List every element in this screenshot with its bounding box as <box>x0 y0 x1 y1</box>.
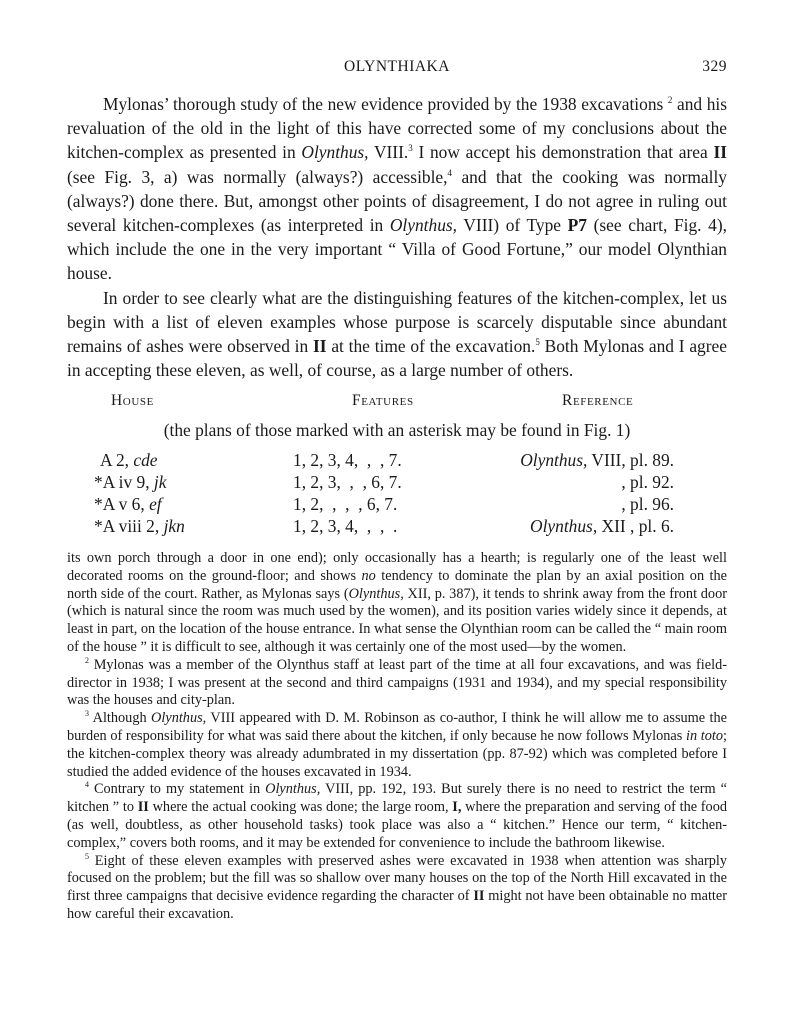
paragraph-2 <box>67 286 727 383</box>
italic-emphasis: no <box>361 567 376 584</box>
text-run: Contrary to my statement in <box>89 781 266 798</box>
running-title: OLYNTHIAKA <box>344 58 450 75</box>
footnote-ref-2: 2 <box>667 95 673 105</box>
text-run: (see Fig. 3, a) was normally (always?) accessible, <box>67 166 448 187</box>
italic-phrase: in toto <box>686 727 724 744</box>
ref-title: Olynthus, <box>520 450 588 470</box>
bold-area-label: II <box>473 888 485 905</box>
ref-plate: , pl. 96. <box>621 494 674 514</box>
italic-title: Olynthus, <box>151 710 207 727</box>
footnote-5 <box>67 853 727 924</box>
footnote-3 <box>67 710 727 781</box>
footnote-2 <box>67 657 727 710</box>
bold-area-label: II <box>313 336 327 357</box>
column-header-reference: Reference <box>562 392 634 409</box>
text-run: VIII. <box>368 142 409 163</box>
text-run: where the actual cooking was done; the large room, <box>148 799 453 816</box>
bold-area-label: II <box>137 799 149 816</box>
features-cell: 1, 2, , , , 6, 7. <box>293 494 398 514</box>
room-letters: cde <box>133 450 158 470</box>
italic-title: Olynthus, <box>348 585 404 602</box>
document-page <box>67 0 727 1024</box>
text-run: might not have been obtainable no matter how careful their excavation. <box>67 888 727 922</box>
footnote-mark: 2 <box>85 655 89 665</box>
running-header <box>67 58 727 80</box>
text-run: (see chart, Fig. 4), which include the one in the very important “ Villa of Good Fortune,” our model Olynthian house. <box>67 215 727 284</box>
table-note: (the plans of those marked with an asterisk may be found in Fig. 1) <box>163 420 631 440</box>
page-number: 329 <box>702 58 727 75</box>
text-run: VIII, pp. 192, 193. But surely there is no need to restrict the term “ kitchen ” to <box>67 781 727 816</box>
footnote-mark: 3 <box>85 709 89 719</box>
text-run: its own porch through a door in one end); only occasionally has a hearth; is regularly one of the least well decorated rooms on the ground-floor; and shows <box>67 550 727 584</box>
text-run: and his revaluation of the old in the light of this have corrected some of my conclusions about the kitchen-complex as presented in <box>67 94 727 163</box>
house-cell <box>94 472 166 493</box>
table-row <box>67 472 727 496</box>
table-row <box>67 494 727 518</box>
house-id: *A viii 2, <box>94 516 164 536</box>
text-run: tendency to dominate the plan by an axial position on the north side of the court. Rather, as Mylonas says ( <box>67 567 727 602</box>
text-run: I now accept his demonstration that area <box>412 142 714 163</box>
table-header <box>67 392 727 414</box>
ref-plate: VIII, pl. 89. <box>587 450 674 470</box>
text-run: Mylonas was a member of the Olynthus staff at least part of the time at all four excavations, and was field-director in 1938; I was present at the second and third campaigns (1931 and 1934), and my special responsibility was the houses and city-plan. <box>67 656 727 709</box>
main-text <box>67 92 727 382</box>
paragraph-1 <box>67 92 727 286</box>
column-header-house: House <box>111 392 154 409</box>
footnote-4 <box>67 781 727 852</box>
column-header-features: Features <box>352 392 414 409</box>
house-cell <box>94 516 185 537</box>
text-run: at the time of the excavation. <box>326 336 536 357</box>
footnotes <box>67 550 727 924</box>
text-run: Although <box>89 710 152 727</box>
text-run: VIII appeared with D. M. Robinson as co-author, I think he will allow me to assume the burden of responsibility for what was said there about the kitchen, if only because he now follows Mylonas <box>67 710 727 744</box>
footnote-ref-5: 5 <box>535 337 540 348</box>
ref-plate: XII , pl. 6. <box>597 516 674 536</box>
bold-type-label: P7 <box>567 215 587 236</box>
text-run: Both Mylonas and I agree in accepting these eleven, as well, of course, as a large number of others. <box>67 336 727 381</box>
text-run: XII, p. 387), it tends to shrink away from the front door (which is natural since the room was much used by the women), and its position varies widely since it depends, at least in part, on the location of the house entrance. In what sense the Olynthian room can be called the “ main room of the house ” it is difficult to see, although it was certainly one of the most used—by the women. <box>67 585 727 655</box>
room-letters: jkn <box>163 516 185 536</box>
ref-title: Olynthus, <box>530 516 598 536</box>
ref-plate: , pl. 92. <box>621 472 674 492</box>
reference-cell <box>487 450 674 471</box>
room-letters: ef <box>149 494 162 514</box>
italic-title: Olynthus, <box>265 781 321 798</box>
room-letters: jk <box>153 472 167 492</box>
bold-area-label: II <box>713 142 727 163</box>
table-row <box>67 450 727 474</box>
text-run: VIII) of Type <box>457 215 568 236</box>
text-run: ; the kitchen-complex theory was already adumbrated in my dissertation (pp. 87-92) which was completed before I studied the added evidence of the houses excavated in 1934. <box>67 727 728 780</box>
text-run: In order to see clearly what are the distinguishing features of the kitchen-complex, let us begin with a list of eleven examples whose purpose is scarcely disputable since abundant remains of ashes were observed in <box>67 287 727 357</box>
italic-title: Olynthus, <box>389 215 458 236</box>
house-id: *A iv 9, <box>94 472 154 492</box>
text-run: Eight of these eleven examples with preserved ashes were excavated in 1938 when attention was sharply focused on the problem; but the fill was so shallow over many houses on the top of the North Hill excavated in the first three campaigns that decisive evidence regarding the character of <box>67 852 727 905</box>
footnote-mark: 5 <box>85 851 89 861</box>
text-run: where the preparation and serving of the food (as well, doubtless, as other household tasks) took place was also a “ kitchen.” Hence our term, “ kitchen-complex,” covers both rooms, and it may be extended for convenience to include the bathroom likewise. <box>67 799 727 851</box>
house-cell <box>94 494 162 515</box>
house-id: A 2, <box>100 450 134 470</box>
house-id: *A v 6, <box>94 494 150 514</box>
italic-title: Olynthus, <box>301 142 369 163</box>
bold-area-label: I, <box>452 799 462 816</box>
reference-cell <box>487 516 674 537</box>
house-cell <box>100 450 157 471</box>
footnote-continuation <box>67 550 727 657</box>
footnote-ref-4: 4 <box>447 167 452 178</box>
reference-cell <box>487 472 674 493</box>
text-run: Mylonas’ thorough study of the new evidence provided by the 1938 excavations <box>103 94 668 114</box>
features-cell: 1, 2, 3, 4, , , . <box>293 516 398 536</box>
footnote-mark: 4 <box>85 780 89 790</box>
footnote-ref-3: 3 <box>408 143 413 154</box>
reference-cell <box>487 494 674 515</box>
features-cell: 1, 2, 3, 4, , , 7. <box>293 450 402 470</box>
features-cell: 1, 2, 3, , , 6, 7. <box>293 472 402 492</box>
table-row <box>67 516 727 540</box>
text-run: and that the cooking was normally (always?) done there. But, amongst other points of disagreement, I do not agree in ruling out several kitchen-complexes (as interpreted in <box>67 166 727 236</box>
